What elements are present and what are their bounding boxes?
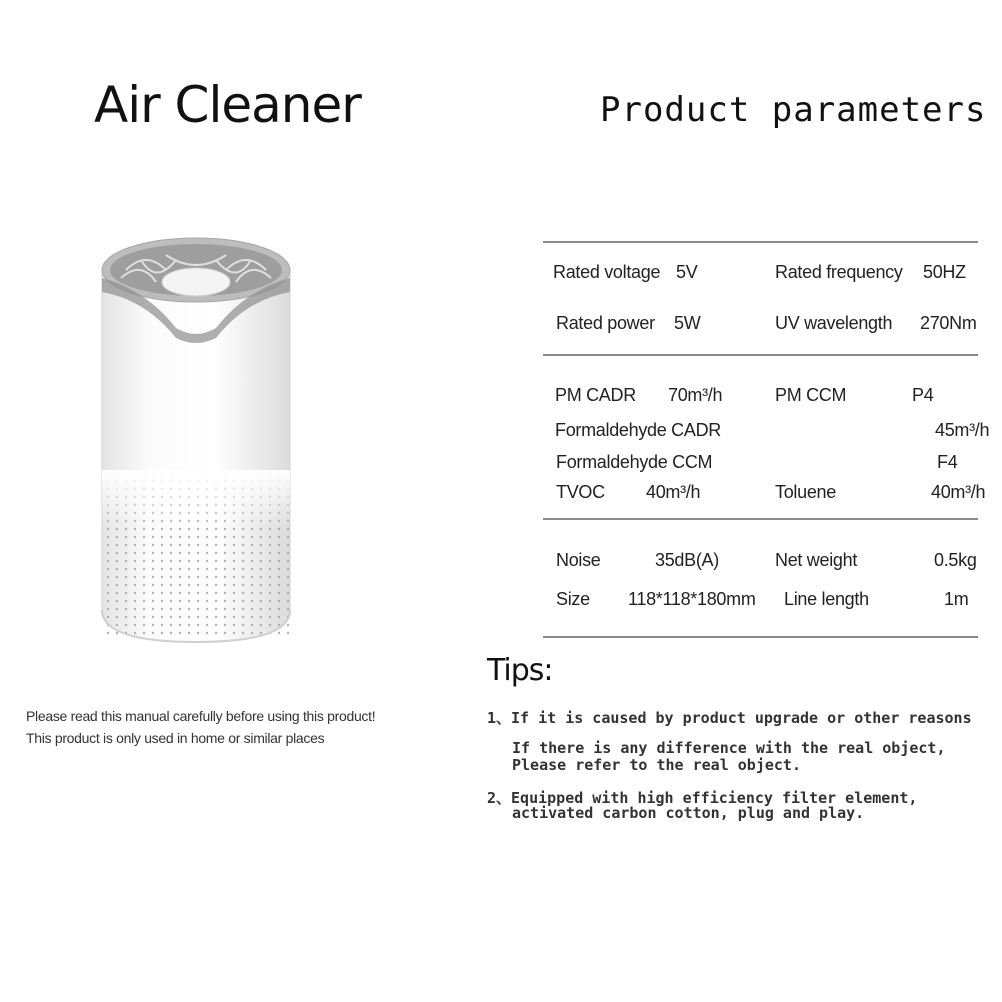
- rated-power-label: Rated power: [556, 313, 655, 333]
- tip-2-line-2: activated carbon cotton, plug and play.: [512, 804, 865, 822]
- tip-1-line-2: If there is any difference with the real object,: [512, 739, 946, 757]
- divider: [543, 518, 978, 520]
- pm-cadr-label: PM CADR: [555, 385, 636, 405]
- tvoc-value: 40m³/h: [646, 482, 701, 502]
- noise-value: 35dB(A): [655, 550, 719, 570]
- divider: [543, 636, 978, 638]
- divider: [543, 354, 978, 356]
- uv-wavelength-label: UV wavelength: [775, 313, 893, 333]
- product-title: Air Cleaner: [94, 76, 361, 134]
- size-value: 118*118*180mm: [628, 589, 756, 609]
- notice-line-2: This product is only used in home or similar places: [26, 730, 325, 746]
- formaldehyde-ccm-value: F4: [937, 452, 958, 472]
- line-length-label: Line length: [784, 589, 869, 609]
- pm-cadr-value: 70m³/h: [668, 385, 723, 405]
- size-label: Size: [556, 589, 590, 609]
- air-purifier-image: [96, 230, 296, 650]
- tip-1-line-3: Please refer to the real object.: [512, 756, 801, 774]
- tip-1-line-1: 1、If it is caused by product upgrade or other reasons: [487, 709, 972, 727]
- notice-line-1: Please read this manual carefully before using this product!: [26, 708, 376, 724]
- uv-wavelength-value: 270Nm: [920, 313, 977, 333]
- tip-2-line-1: 2、Equipped with high efficiency filter element,: [487, 789, 918, 807]
- rated-voltage-label: Rated voltage: [553, 262, 661, 282]
- tvoc-label: TVOC: [556, 482, 605, 502]
- toluene-label: Toluene: [775, 482, 836, 502]
- pm-ccm-label: PM CCM: [775, 385, 847, 405]
- divider: [543, 241, 978, 243]
- rated-frequency-label: Rated frequency: [775, 262, 903, 282]
- net-weight-label: Net weight: [775, 550, 858, 570]
- rated-frequency-value: 50HZ: [923, 262, 966, 282]
- formaldehyde-ccm-label: Formaldehyde CCM: [556, 452, 713, 472]
- rated-power-value: 5W: [674, 313, 701, 333]
- net-weight-value: 0.5kg: [934, 550, 977, 570]
- parameters-title: Product parameters: [600, 90, 987, 130]
- formaldehyde-cadr-label: Formaldehyde CADR: [555, 420, 721, 440]
- tips-heading: Tips:: [487, 653, 553, 688]
- rated-voltage-value: 5V: [676, 262, 698, 282]
- line-length-value: 1m: [944, 589, 969, 609]
- formaldehyde-cadr-value: 45m³/h: [935, 420, 990, 440]
- noise-label: Noise: [556, 550, 601, 570]
- pm-ccm-value: P4: [912, 385, 934, 405]
- toluene-value: 40m³/h: [931, 482, 986, 502]
